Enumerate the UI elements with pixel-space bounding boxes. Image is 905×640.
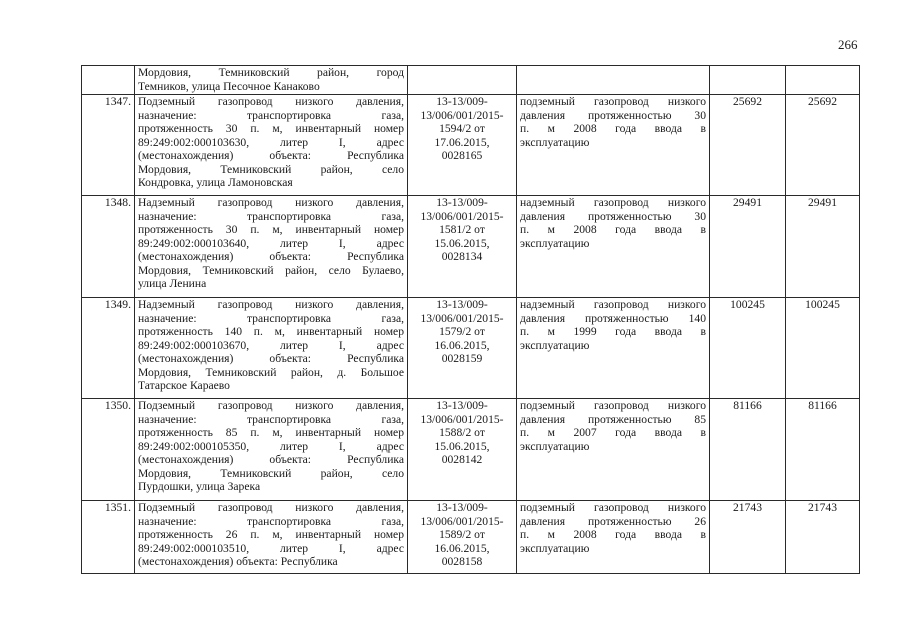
registration-line: 15.06.2015, (434, 439, 490, 453)
value-cell: 21743 (710, 501, 786, 574)
description-line: протяженность 140 п. м, инвентарный номер (138, 325, 404, 338)
object-description-cell (135, 298, 408, 399)
description-line: Кондровка, улица Ламоновская (138, 176, 293, 189)
registration-cell (408, 298, 517, 399)
value-cell: 100245 (710, 298, 786, 399)
registration-line: 13/006/001/2015- (420, 311, 504, 325)
row-number-cell: 1349. (82, 298, 135, 399)
description-line: Подземный газопровод низкого давления, (138, 501, 404, 514)
table-row (82, 196, 860, 298)
description-line: 89:249:002:000103670, литер I, адрес (138, 338, 404, 352)
description-line: протяженность 30 п. м, инвентарный номер (138, 122, 404, 135)
value-cell (710, 66, 786, 95)
description-line: Подземный газопровод низкого давления, (138, 95, 404, 108)
registration-line: 13-13/009- (436, 196, 488, 209)
table-row-continuation (82, 66, 860, 95)
description-line: Надземный газопровод низкого давления, (138, 298, 404, 311)
object-description-cell (135, 196, 408, 298)
description-line: протяженность 30 п. м, инвентарный номер (138, 223, 404, 236)
row-number-cell: 1347. (82, 95, 135, 196)
note-line: эксплуатацию (520, 236, 590, 250)
note-line: давления протяженностью 85 (520, 412, 706, 426)
value-cell: 25692 (710, 95, 786, 196)
value-cell: 29491 (710, 196, 786, 298)
description-line: 89:249:002:000103510, литер I, адрес (138, 541, 404, 555)
value-cell: 81166 (710, 399, 786, 501)
description-line: (местонахождения) объекта: Республика (138, 250, 404, 263)
description-line: Подземный газопровод низкого давления, (138, 399, 404, 412)
description-line: (местонахождения) объекта: Республика (138, 149, 404, 162)
registration-line: 13/006/001/2015- (420, 108, 504, 122)
registration-line: 13/006/001/2015- (420, 514, 504, 528)
note-line: давления протяженностью 140 (520, 311, 706, 325)
note-cell (517, 298, 710, 399)
note-line: надземный газопровод низкого (520, 196, 706, 209)
note-line: подземный газопровод низкого (520, 95, 706, 108)
table-row (82, 501, 860, 574)
table-body (82, 66, 860, 574)
registration-line: 0028159 (441, 352, 483, 365)
description-line: Мордовия, Темниковский район, город (138, 66, 404, 79)
note-cell (517, 95, 710, 196)
note-line: эксплуатацию (520, 541, 590, 555)
value-cell: 81166 (786, 399, 860, 501)
registration-cell (408, 95, 517, 196)
note-line: давления протяженностью 30 (520, 209, 706, 223)
registration-line: 13-13/009- (436, 399, 488, 412)
row-number-cell (82, 66, 135, 95)
row-number-cell: 1350. (82, 399, 135, 501)
description-line: 89:249:002:000103640, литер I, адрес (138, 236, 404, 250)
value-cell: 21743 (786, 501, 860, 574)
row-number-cell: 1348. (82, 196, 135, 298)
property-registry-table (81, 65, 860, 574)
object-description-cell (135, 399, 408, 501)
description-line: назначение: транспортировка газа, (138, 514, 404, 528)
description-line: Мордовия, Темниковский район, д. Большое (138, 365, 404, 379)
description-line: (местонахождения) объекта: Республика (138, 453, 404, 466)
note-line: п. м 2008 года ввода в (520, 528, 706, 541)
description-line: Мордовия, Темниковский район, село Булаево, (138, 263, 404, 277)
description-line: 89:249:002:000103630, литер I, адрес (138, 135, 404, 149)
description-line: протяженность 85 п. м, инвентарный номер (138, 426, 404, 439)
registration-cell (408, 66, 517, 95)
note-line: давления протяженностью 30 (520, 108, 706, 122)
registration-line: 16.06.2015, (434, 338, 490, 352)
registration-line: 13-13/009- (436, 501, 488, 514)
description-line: Татарское Караево (138, 379, 230, 392)
note-line: п. м 1999 года ввода в (520, 325, 706, 338)
note-line: п. м 2008 года ввода в (520, 223, 706, 236)
note-cell (517, 66, 710, 95)
registration-line: 13-13/009- (436, 95, 488, 108)
object-description-cell (135, 66, 408, 95)
note-line: давления протяженностью 26 (520, 514, 706, 528)
description-line: Надземный газопровод низкого давления, (138, 196, 404, 209)
note-line: эксплуатацию (520, 338, 590, 352)
description-line: назначение: транспортировка газа, (138, 311, 404, 325)
registration-line: 13-13/009- (436, 298, 488, 311)
registration-line: 1594/2 от (439, 122, 485, 135)
registration-line: 1588/2 от (439, 426, 485, 439)
registration-line: 1589/2 от (439, 528, 485, 541)
note-cell (517, 196, 710, 298)
description-line: назначение: транспортировка газа, (138, 209, 404, 223)
object-description-cell (135, 501, 408, 574)
description-line: Пурдошки, улица Зарека (138, 480, 261, 493)
registration-line: 15.06.2015, (434, 236, 490, 250)
note-cell (517, 399, 710, 501)
note-cell (517, 501, 710, 574)
registration-line: 1581/2 от (439, 223, 485, 236)
page-number: 266 (838, 37, 858, 52)
description-line: 89:249:002:000105350, литер I, адрес (138, 439, 404, 453)
table-row (82, 399, 860, 501)
registration-line: 17.06.2015, (434, 135, 490, 149)
registration-line: 0028165 (441, 149, 483, 162)
registration-cell (408, 399, 517, 501)
note-line: п. м 2008 года ввода в (520, 122, 706, 135)
note-line: подземный газопровод низкого (520, 501, 706, 514)
description-line: улица Ленина (138, 277, 207, 290)
registration-line: 1579/2 от (439, 325, 485, 338)
value-cell: 29491 (786, 196, 860, 298)
note-line: эксплуатацию (520, 439, 590, 453)
value-cell: 25692 (786, 95, 860, 196)
registration-cell (408, 501, 517, 574)
description-line: протяженность 26 п. м, инвентарный номер (138, 528, 404, 541)
table-row (82, 298, 860, 399)
note-line: эксплуатацию (520, 135, 590, 149)
description-line: Мордовия, Темниковский район, село (138, 466, 404, 480)
object-description-cell (135, 95, 408, 196)
table-row (82, 95, 860, 196)
value-cell: 100245 (786, 298, 860, 399)
registration-line: 0028142 (441, 453, 483, 466)
note-line: п. м 2007 года ввода в (520, 426, 706, 439)
description-line: назначение: транспортировка газа, (138, 412, 404, 426)
description-line: Мордовия, Темниковский район, село (138, 162, 404, 176)
note-line: надземный газопровод низкого (520, 298, 706, 311)
registration-line: 13/006/001/2015- (420, 412, 504, 426)
registration-cell (408, 196, 517, 298)
description-line: Темников, улица Песочное Канаково (138, 79, 320, 93)
note-line: подземный газопровод низкого (520, 399, 706, 412)
description-line: назначение: транспортировка газа, (138, 108, 404, 122)
registration-line: 0028158 (441, 555, 483, 568)
value-cell (786, 66, 860, 95)
row-number-cell: 1351. (82, 501, 135, 574)
description-line: (местонахождения) объекта: Республика (138, 352, 404, 365)
description-line: (местонахождения) объекта: Республика (138, 555, 338, 568)
registration-line: 0028134 (441, 250, 483, 263)
registration-line: 13/006/001/2015- (420, 209, 504, 223)
registration-line: 16.06.2015, (434, 541, 490, 555)
